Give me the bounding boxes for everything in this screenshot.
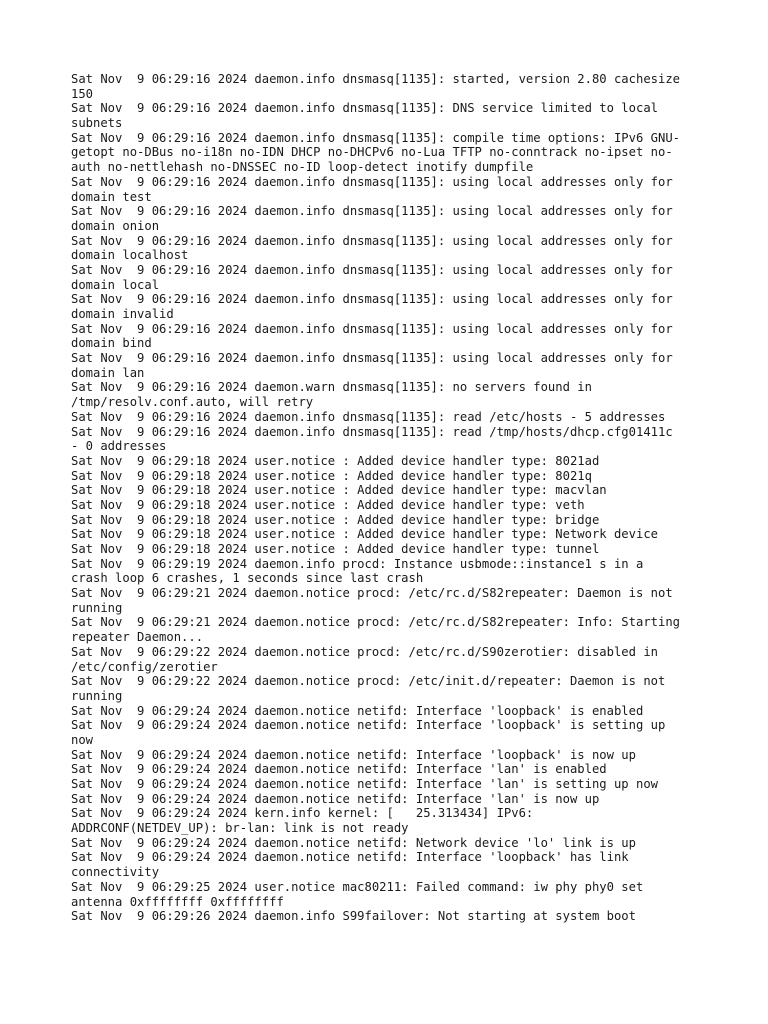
system-log-text: [71, 72, 711, 924]
log-line: ADDRCONF(NETDEV_UP): br-lan: link is not ready: [71, 821, 409, 836]
log-line: Sat Nov 9 06:29:24 2024 daemon.notice netifd: Interface 'lan' is now up: [71, 791, 600, 806]
log-line: Sat Nov 9 06:29:16 2024 daemon.info dnsmasq[1135]: using local addresses only for: [71, 321, 673, 336]
log-line: now: [71, 732, 94, 747]
log-line: Sat Nov 9 06:29:16 2024 daemon.info dnsmasq[1135]: compile time options: IPv6 GNU-: [71, 130, 681, 145]
log-line: Sat Nov 9 06:29:16 2024 daemon.info dnsmasq[1135]: using local addresses only for: [71, 292, 673, 307]
log-line: domain localhost: [71, 248, 189, 263]
log-line: Sat Nov 9 06:29:16 2024 daemon.info dnsmasq[1135]: using local addresses only for: [71, 174, 673, 189]
log-line: repeater Daemon...: [71, 630, 204, 645]
log-line: auth no-nettlehash no-DNSSEC no-ID loop-detect inotify dumpfile: [71, 160, 534, 175]
log-line: subnets: [71, 116, 123, 131]
log-line: Sat Nov 9 06:29:21 2024 daemon.notice procd: /etc/rc.d/S82repeater: Info: Starting: [71, 615, 681, 630]
log-line: crash loop 6 crashes, 1 seconds since last crash: [71, 571, 424, 586]
log-line: Sat Nov 9 06:29:22 2024 daemon.notice procd: /etc/rc.d/S90zerotier: disabled in: [71, 644, 658, 659]
log-line: domain test: [71, 189, 152, 204]
log-line: Sat Nov 9 06:29:24 2024 daemon.notice netifd: Interface 'lan' is enabled: [71, 762, 607, 777]
log-line: Sat Nov 9 06:29:24 2024 daemon.notice netifd: Interface 'loopback' is setting up: [71, 718, 666, 733]
log-line: Sat Nov 9 06:29:16 2024 daemon.info dnsmasq[1135]: using local addresses only for: [71, 204, 673, 219]
log-line: Sat Nov 9 06:29:26 2024 daemon.info S99failover: Not starting at system boot: [71, 909, 636, 924]
log-line: /tmp/resolv.conf.auto, will retry: [71, 395, 314, 410]
log-line: Sat Nov 9 06:29:18 2024 user.notice : Added device handler type: 8021ad: [71, 453, 600, 468]
log-line: domain onion: [71, 218, 160, 233]
log-line: running: [71, 600, 123, 615]
log-line: Sat Nov 9 06:29:22 2024 daemon.notice procd: /etc/init.d/repeater: Daemon is not: [71, 674, 666, 689]
log-line: Sat Nov 9 06:29:16 2024 daemon.info dnsmasq[1135]: read /etc/hosts - 5 addresses: [71, 409, 666, 424]
log-line: Sat Nov 9 06:29:25 2024 user.notice mac80211: Failed command: iw phy phy0 set: [71, 879, 644, 894]
log-line: domain lan: [71, 365, 145, 380]
log-line: Sat Nov 9 06:29:24 2024 daemon.notice netifd: Interface 'loopback' is enabled: [71, 703, 644, 718]
log-line: Sat Nov 9 06:29:24 2024 daemon.notice netifd: Interface 'lan' is setting up now: [71, 777, 658, 791]
log-line: Sat Nov 9 06:29:18 2024 user.notice : Added device handler type: macvlan: [71, 483, 607, 498]
log-line: Sat Nov 9 06:29:16 2024 daemon.info dnsmasq[1135]: using local addresses only for: [71, 233, 673, 248]
log-line: antenna 0xffffffff 0xffffffff: [71, 894, 284, 909]
log-line: Sat Nov 9 06:29:19 2024 daemon.info procd: Instance usbmode::instance1 s in a: [71, 556, 644, 571]
log-line: running: [71, 688, 123, 703]
log-line: Sat Nov 9 06:29:24 2024 daemon.notice netifd: Network device 'lo' link is up: [71, 835, 636, 850]
log-line: 150: [71, 86, 94, 101]
log-line: connectivity: [71, 865, 160, 880]
log-line: Sat Nov 9 06:29:16 2024 daemon.warn dnsmasq[1135]: no servers found in: [71, 380, 592, 395]
log-line: - 0 addresses: [71, 439, 167, 454]
log-line: getopt no-DBus no-i18n no-IDN DHCP no-DHCPv6 no-Lua TFTP no-conntrack no-ipset no-: [71, 145, 673, 160]
log-line: Sat Nov 9 06:29:18 2024 user.notice : Added device handler type: Network device: [71, 527, 658, 542]
log-line: /etc/config/zerotier: [71, 659, 218, 674]
log-line: domain local: [71, 277, 160, 292]
log-line: domain bind: [71, 336, 152, 351]
log-line: Sat Nov 9 06:29:16 2024 daemon.info dnsmasq[1135]: started, version 2.80 cachesize: [71, 72, 681, 86]
log-line: Sat Nov 9 06:29:16 2024 daemon.info dnsmasq[1135]: using local addresses only for: [71, 351, 673, 366]
log-line: domain invalid: [71, 307, 174, 321]
log-line: Sat Nov 9 06:29:18 2024 user.notice : Added device handler type: tunnel: [71, 542, 600, 556]
log-line: Sat Nov 9 06:29:16 2024 daemon.info dnsmasq[1135]: read /tmp/hosts/dhcp.cfg01411c: [71, 424, 673, 439]
log-line: Sat Nov 9 06:29:24 2024 kern.info kernel: [ 25.313434] IPv6:: [71, 806, 534, 821]
log-line: Sat Nov 9 06:29:18 2024 user.notice : Added device handler type: 8021q: [71, 468, 592, 483]
log-line: Sat Nov 9 06:29:18 2024 user.notice : Added device handler type: veth: [71, 497, 585, 512]
log-line: Sat Nov 9 06:29:18 2024 user.notice : Added device handler type: bridge: [71, 512, 600, 527]
log-line: Sat Nov 9 06:29:16 2024 daemon.info dnsmasq[1135]: DNS service limited to local: [71, 101, 658, 116]
log-line: Sat Nov 9 06:29:16 2024 daemon.info dnsmasq[1135]: using local addresses only for: [71, 262, 673, 277]
log-line: Sat Nov 9 06:29:24 2024 daemon.notice netifd: Interface 'loopback' has link: [71, 850, 629, 865]
log-line: Sat Nov 9 06:29:21 2024 daemon.notice procd: /etc/rc.d/S82repeater: Daemon is not: [71, 586, 673, 601]
log-line: Sat Nov 9 06:29:24 2024 daemon.notice netifd: Interface 'loopback' is now up: [71, 747, 636, 762]
